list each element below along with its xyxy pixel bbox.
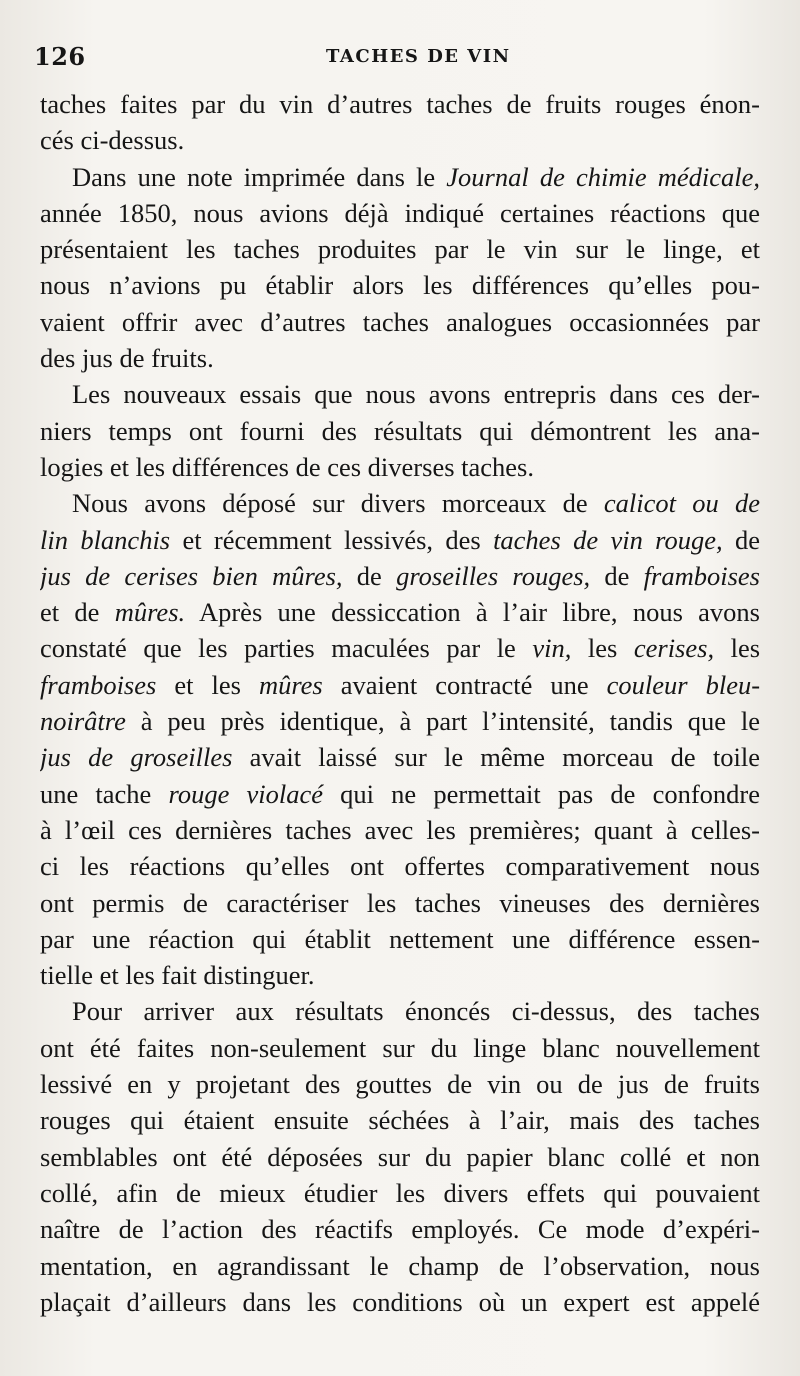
text-segment: les — [587, 633, 618, 664]
italic-text-segment: jus de cerises bien mûres, — [40, 560, 343, 591]
text-line — [40, 449, 760, 485]
text-segment: à l’œil ces dernières taches avec les premières; quant à celles- — [40, 814, 760, 845]
italic-text-segment: cerises, — [633, 633, 715, 664]
text-line — [40, 558, 760, 594]
text-segment: naître de l’action des réactifs employés. Ce mode d’expéri- — [40, 1214, 760, 1245]
italic-text-segment: couleur bleu- — [606, 669, 760, 700]
text-segment: et de — [40, 597, 100, 628]
text-line — [40, 340, 760, 376]
text-line — [40, 376, 760, 412]
italic-text-segment: framboises — [643, 560, 760, 591]
italic-text-segment: taches de vin rouge, — [493, 524, 723, 555]
text-segment: nous n’avions pu établir alors les différences qu’elles pou- — [40, 270, 760, 301]
text-segment: logies et les différences de ces diverses taches. — [40, 451, 534, 482]
body-text — [40, 86, 760, 1320]
text-line — [40, 776, 760, 812]
text-segment: année 1850, nous avions déjà indiqué certaines réactions que — [40, 197, 760, 228]
text-segment: lessivé en y projetant des gouttes de vin ou de jus de fruits — [40, 1069, 760, 1100]
text-segment: ont été faites non-seulement sur du linge blanc nouvellement — [40, 1032, 760, 1063]
text-line — [40, 485, 760, 521]
running-head — [34, 42, 760, 76]
text-line — [40, 594, 760, 630]
text-segment: Après une dessiccation à l’air libre, nous avons — [198, 597, 760, 628]
italic-text-segment: lin blanchis — [40, 524, 171, 555]
text-segment: de — [604, 560, 630, 591]
text-line — [40, 885, 760, 921]
text-segment: ci les réactions qu’elles ont offertes comparativement nous — [40, 851, 760, 882]
italic-text-segment: mûres. — [114, 597, 186, 628]
italic-text-segment: calicot ou de — [603, 488, 760, 519]
text-segment: à peu près identique, à part l’intensité, tandis que le — [140, 706, 760, 737]
text-segment: plaçait d’ailleurs dans les conditions où un expert est appelé — [40, 1286, 760, 1317]
text-segment: rouges qui étaient ensuite séchées à l’air, mais des taches — [40, 1105, 760, 1136]
text-line — [40, 413, 760, 449]
text-line — [40, 848, 760, 884]
text-segment: Nous avons déposé sur divers morceaux de — [72, 488, 588, 519]
text-segment: les — [730, 633, 760, 664]
text-segment: constaté que les parties maculées par le — [40, 633, 516, 664]
text-line — [40, 1030, 760, 1066]
text-line — [40, 1248, 760, 1284]
text-line — [40, 1175, 760, 1211]
text-segment: présentaient les taches produites par le vin sur le linge, et — [40, 234, 760, 265]
text-line — [40, 630, 760, 666]
running-title: TACHES DE VIN — [326, 46, 511, 67]
italic-text-segment: vin, — [532, 633, 572, 664]
text-line — [40, 957, 760, 993]
text-segment: cés ci-dessus. — [40, 125, 185, 156]
text-segment: avait laissé sur le même morceau de toile — [249, 742, 760, 773]
italic-text-segment: Journal de chimie médicale, — [446, 161, 760, 192]
text-segment: collé, afin de mieux étudier les divers effets qui pouvaient — [40, 1177, 760, 1208]
text-line — [40, 1102, 760, 1138]
text-line — [40, 122, 760, 158]
page-number: 126 — [34, 42, 86, 71]
text-segment: et récemment lessivés, des — [182, 524, 481, 555]
text-segment: de — [356, 560, 382, 591]
text-segment: semblables ont été déposées sur du papier blanc collé et non — [40, 1141, 760, 1172]
text-segment: mentation, en agrandissant le champ de l’observation, nous — [40, 1250, 760, 1281]
text-segment: avaient contracté une — [340, 669, 589, 700]
text-line — [40, 159, 760, 195]
text-line — [40, 812, 760, 848]
text-segment: vaient offrir avec d’autres taches analogues occasionnées par — [40, 306, 760, 337]
text-segment: Dans une note imprimée dans le — [72, 161, 436, 192]
text-segment: taches faites par du vin d’autres taches de fruits rouges énon- — [40, 89, 760, 119]
italic-text-segment: framboises — [40, 669, 157, 700]
text-line — [40, 86, 760, 122]
text-segment: et les — [174, 669, 241, 700]
text-segment: tielle et les fait distinguer. — [40, 960, 315, 991]
text-line — [40, 195, 760, 231]
text-line — [40, 522, 760, 558]
text-line — [40, 1066, 760, 1102]
text-line — [40, 1139, 760, 1175]
italic-text-segment: rouge violacé — [168, 778, 323, 809]
text-line — [40, 1284, 760, 1320]
italic-text-segment: mûres — [258, 669, 323, 700]
text-segment: Les nouveaux essais que nous avons entrepris dans ces der- — [72, 379, 760, 410]
text-line — [40, 231, 760, 267]
italic-text-segment: noirâtre — [40, 706, 126, 737]
italic-text-segment: groseilles rouges, — [396, 560, 591, 591]
text-segment: qui ne permettait pas de confondre — [340, 778, 760, 809]
text-line — [40, 667, 760, 703]
text-line — [40, 739, 760, 775]
text-line — [40, 921, 760, 957]
text-segment: des jus de fruits. — [40, 343, 214, 374]
text-segment: par une réaction qui établit nettement une différence essen- — [40, 923, 760, 954]
text-segment: Pour arriver aux résultats énoncés ci-dessus, des taches — [72, 996, 760, 1027]
text-segment: ont permis de caractériser les taches vineuses des dernières — [40, 887, 760, 918]
text-segment: une tache — [40, 778, 152, 809]
text-line — [40, 267, 760, 303]
text-line — [40, 304, 760, 340]
text-line — [40, 703, 760, 739]
text-line — [40, 993, 760, 1029]
italic-text-segment: jus de groseilles — [40, 742, 233, 773]
text-segment: de — [734, 524, 760, 555]
text-line — [40, 1211, 760, 1247]
text-segment: niers temps ont fourni des résultats qui démontrent les ana- — [40, 415, 760, 446]
